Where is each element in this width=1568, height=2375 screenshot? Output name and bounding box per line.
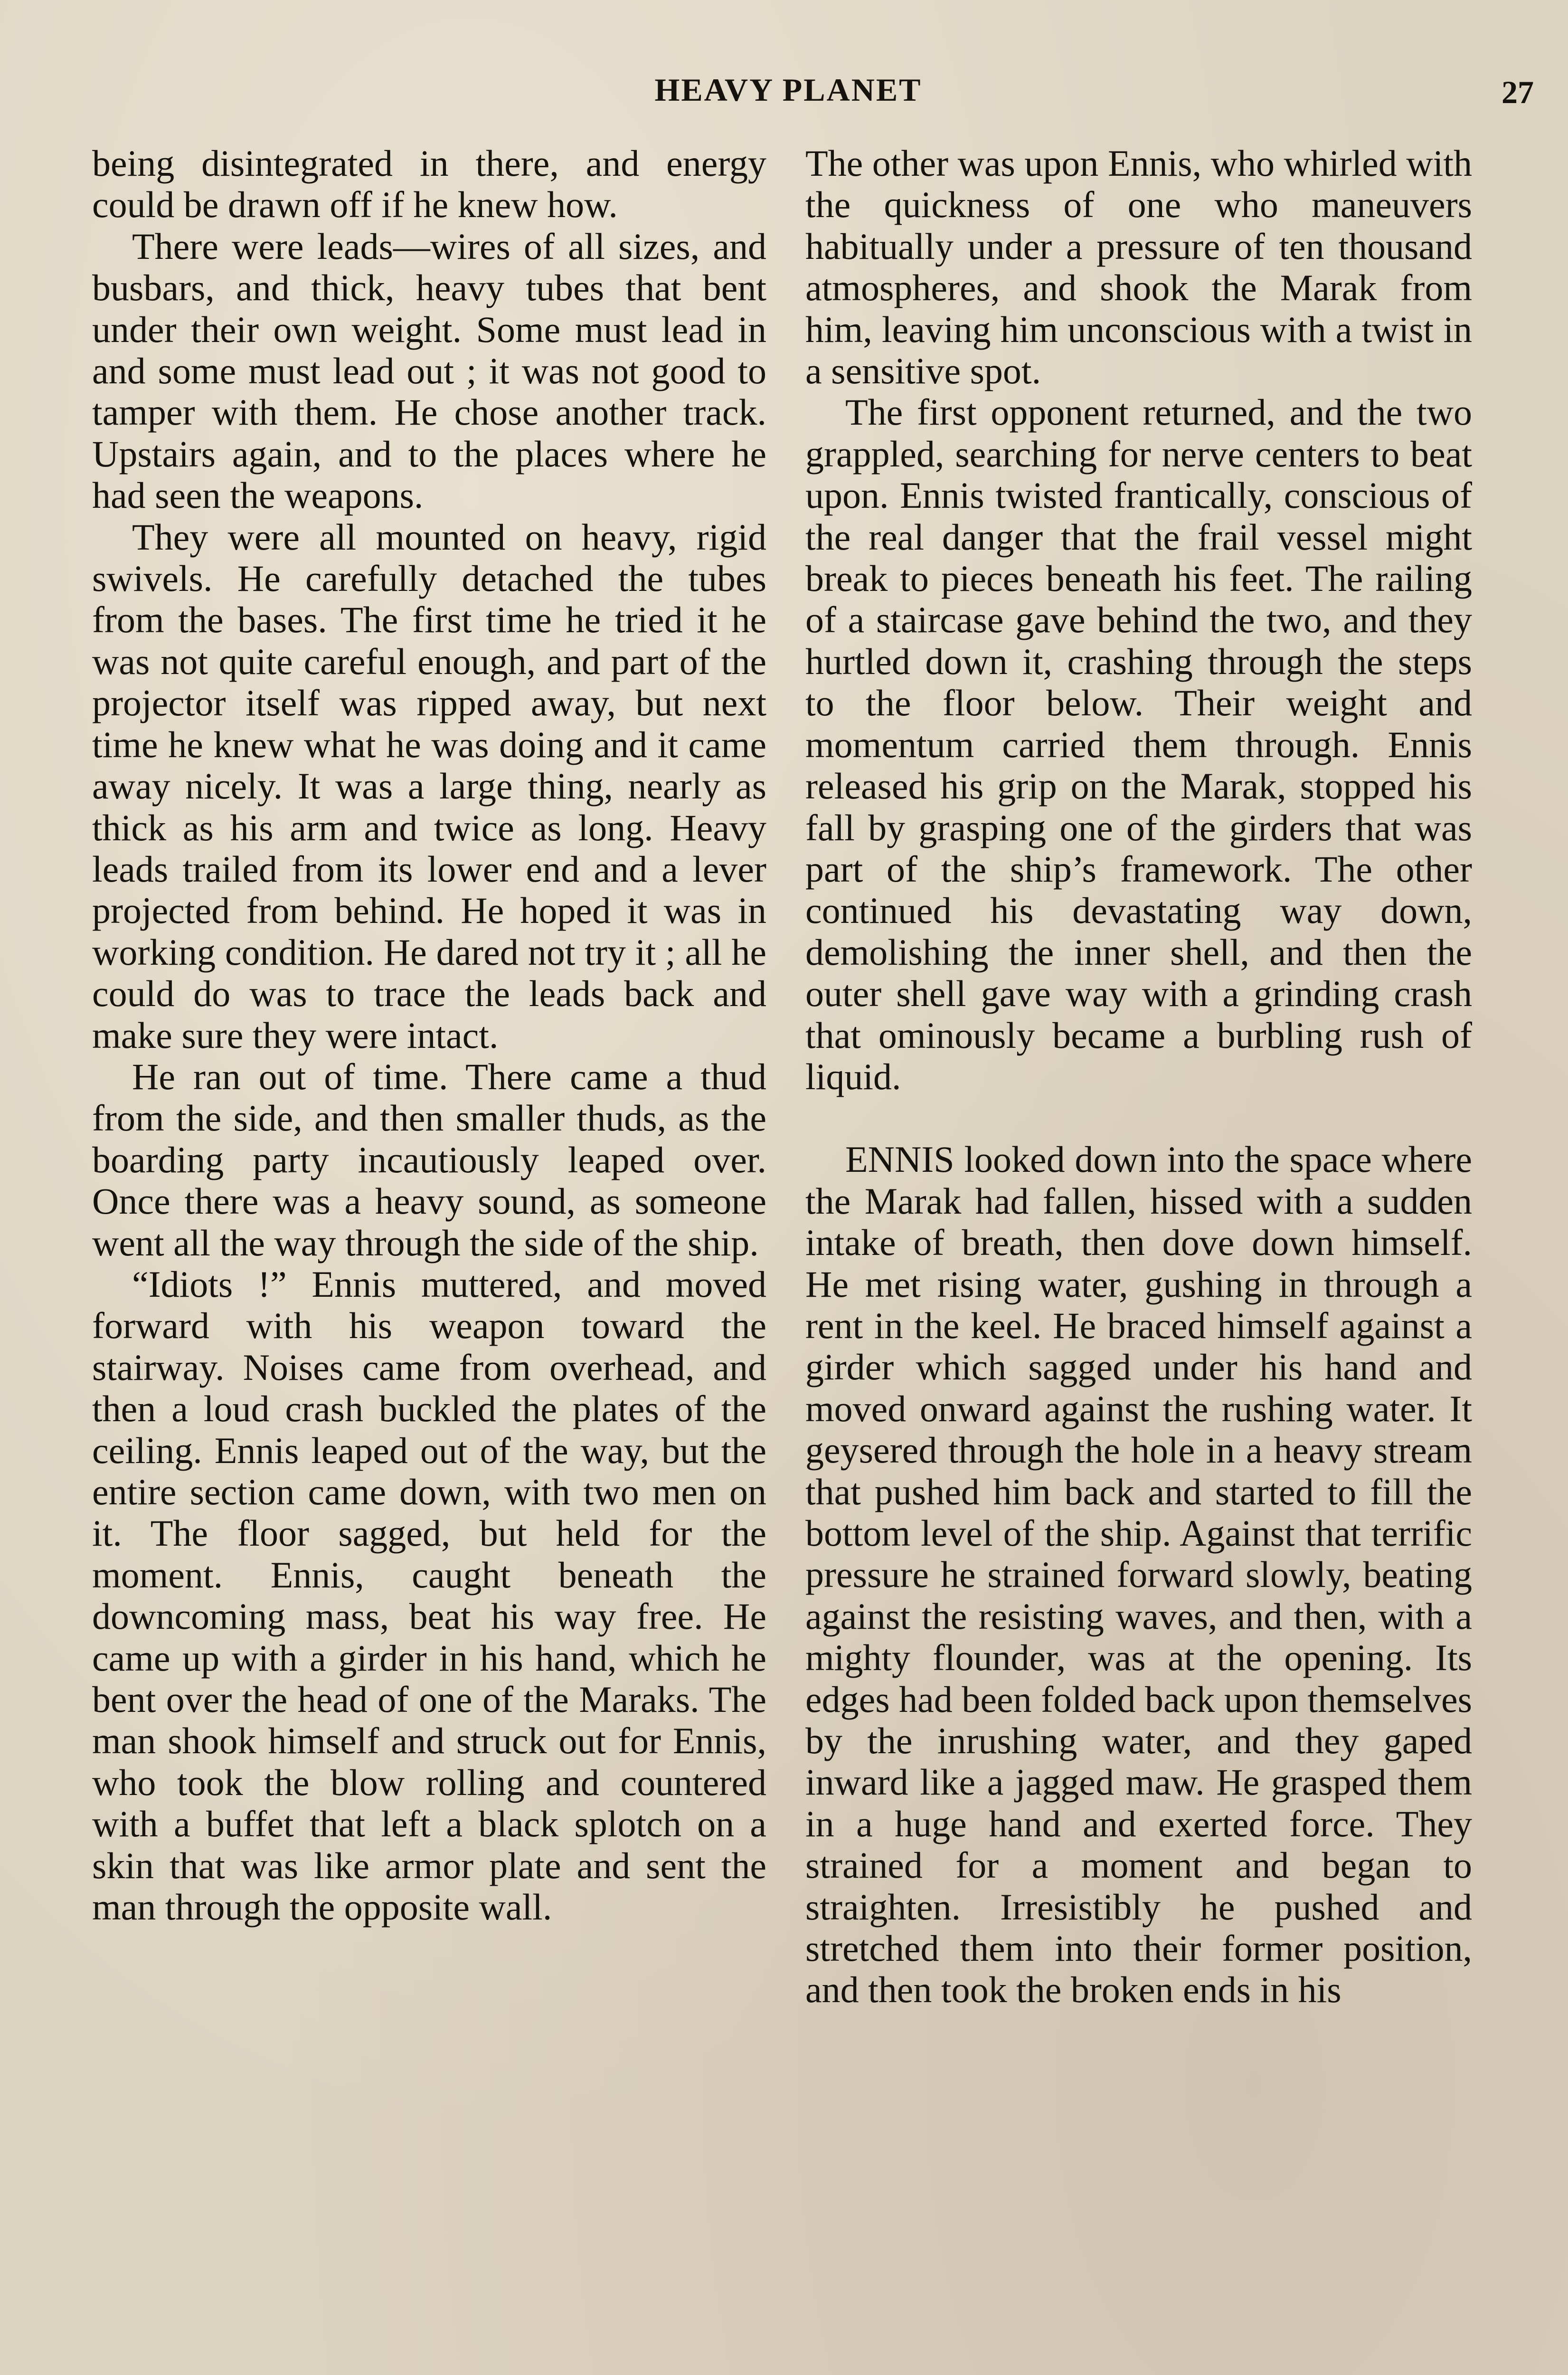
paragraph: The first opponent returned, and the two grappled, searching for nerve centers to beat upon. Ennis twisted frantically, conscious of the real danger that the frail vessel might break to pieces beneath his feet. The railing of a staircase gave behind the two, and they hurtled down it, crashing through the steps to the floor below. Their weight and momentum carried them through. Ennis released his grip on the Marak, stopped his fall by grasping one of the girders that was part of the ship’s framework. The other continued his devastating way down, demolishing the inner shell, and then the outer shell gave way with a grinding crash that ominously became a burbling rush of liquid. [805, 391, 1472, 1097]
paragraph: The other was upon Ennis, who whirled with the quickness of one who maneuvers habitually under a pressure of ten thousand atmospheres, and shook the Marak from him, leaving him unconscious with a twist in a sensitive spot. [805, 142, 1472, 392]
left-text-column [92, 142, 766, 1928]
section-opening-paragraph: ENNIS looked down into the space where the Marak had fallen, hissed with a sudden intake of breath, then dove down himself. He met rising water, gushing in through a rent in the keel. He braced himself against a girder which sagged under his hand and moved onward against the rushing water. It geysered through the hole in a heavy stream that pushed him back and started to fill the bottom level of the ship. Against that terrific pressure he strained forward slowly, beating against the resisting waves, and then, with a mighty flounder, was at the opening. Its edges had been folded back upon themselves by the inrushing water, and they gaped inward like a jagged maw. He grasped them in a huge hand and exerted force. They strained for a moment and began to straighten. Irresistibly he pushed and stretched them into their former position, and then took the broken ends in his [805, 1139, 1472, 2011]
running-head-title: HEAVY PLANET [654, 72, 922, 108]
right-text-column [805, 142, 1472, 2011]
paragraph: being disintegrated in there, and energy could be drawn off if he knew how. [92, 142, 766, 226]
paragraph: He ran out of time. There came a thud from the side, and then smaller thuds, as the boarding party incautiously leaped over. Once there was a heavy sound, as someone went all the way through the side of the ship. [92, 1055, 766, 1264]
paragraph: There were leads—wires of all sizes, and busbars, and thick, heavy tubes that bent under their own weight. Some must lead in and some must lead out ; it was not good to tamper with them. He chose another track. Upstairs again, and to the places where he had seen the weapons. [92, 225, 766, 516]
paragraph: “Idiots !” Ennis muttered, and moved forward with his weapon toward the stairway. Noises came from overhead, and then a loud crash buckled the plates of the ceiling. Ennis leaped out of the way, but the entire section came down, with two men on it. The floor sagged, but held for the moment. Ennis, caught beneath the downcoming mass, beat his way free. He came up with a girder in his hand, which he bent over the head of one of the Maraks. The man shook himself and struck out for Ennis, who took the blow rolling and countered with a buffet that left a black splotch on a skin that was like armor plate and sent the man through the opposite wall. [92, 1263, 766, 1928]
page-number: 27 [1502, 74, 1534, 110]
paragraph: They were all mounted on heavy, rigid swivels. He carefully detached the tubes from the bases. The first time he tried it he was not quite careful enough, and part of the projector itself was ripped away, but next time he knew what he was doing and it came away nicely. It was a large thing, nearly as thick as his arm and twice as long. Heavy leads trailed from its lower end and a lever projected from behind. He hoped it was in working condition. He dared not try it ; all he could do was to trace the leads back and make sure they were intact. [92, 516, 766, 1056]
